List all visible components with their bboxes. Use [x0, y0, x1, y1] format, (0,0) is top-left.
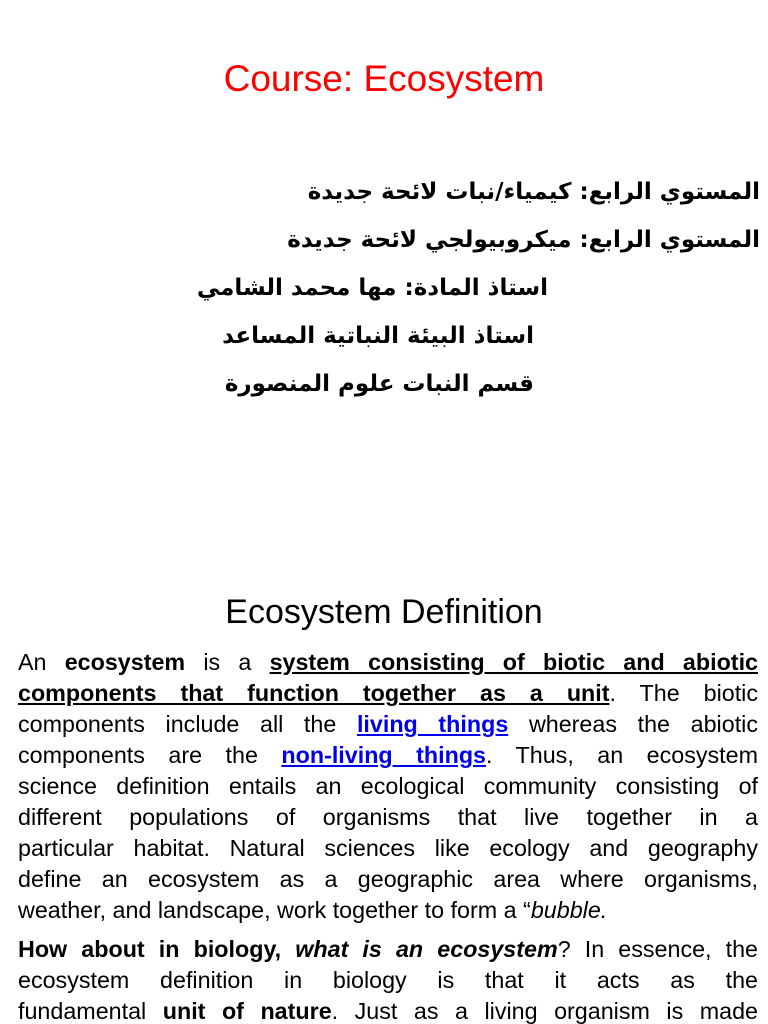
text-line: define an ecosystem as a geographic area where organisms, — [18, 866, 758, 892]
text-run: weather, and landscape, work together to form a “ — [18, 897, 531, 923]
text-line — [18, 647, 758, 678]
text-run: whereas the abiotic — [508, 711, 758, 737]
text-line — [18, 996, 758, 1024]
instructor-title: استاذ البيئة النباتية المساعد — [222, 323, 534, 349]
text-line — [18, 740, 758, 771]
question-term: what is an ecosystem — [295, 936, 558, 962]
section-heading: Ecosystem Definition — [225, 593, 543, 631]
text-run: components are the — [18, 742, 282, 768]
text-line — [18, 678, 758, 709]
text-line — [18, 934, 758, 965]
term-bubble: bubble. — [530, 897, 608, 923]
text-run: . Just as a living organism is made — [331, 998, 759, 1024]
course-info-block — [40, 168, 760, 408]
living-things-link[interactable]: living things — [356, 711, 509, 737]
text-line — [18, 895, 758, 926]
text-run: ? In essence, the — [557, 936, 759, 962]
text-run: An — [18, 649, 65, 675]
level-chemistry-botany: المستوي الرابع: كيمياء/نبات لائحة جديدة — [307, 179, 760, 205]
level-microbiology: المستوي الرابع: ميكروبيولجي لائحة جديدة — [287, 227, 760, 253]
instructor-name: استاذ المادة: مها محمد الشامي — [196, 275, 548, 301]
text-line: science definition entails an ecological community consisting of — [18, 773, 758, 799]
text-line: different populations of organisms that live together in a — [18, 804, 758, 830]
text-run: fundamental — [18, 998, 163, 1024]
text-line: particular habitat. Natural sciences like ecology and geography — [18, 835, 758, 861]
text-run: . Thus, an ecosystem — [486, 742, 758, 768]
term-ecosystem: ecosystem — [64, 649, 186, 675]
question-lead: How about in biology, — [18, 936, 296, 962]
text-run: is a — [185, 649, 270, 675]
definition-paragraph — [18, 647, 758, 926]
term-unit-of-nature: unit of nature — [162, 998, 332, 1024]
text-line — [18, 709, 758, 740]
key-definition: system consisting of biotic and abiotic — [269, 649, 758, 675]
definition-slide — [0, 585, 768, 1024]
text-run: components include all the — [18, 711, 357, 737]
non-living-things-link[interactable]: non-living things — [281, 742, 487, 768]
text-run: . The biotic — [609, 680, 758, 706]
key-definition: components that function together as a unit — [18, 680, 610, 706]
department: قسم النبات علوم المنصورة — [224, 371, 534, 397]
text-line: ecosystem definition in biology is that it acts as the — [18, 967, 758, 993]
course-title: Course: Ecosystem — [223, 58, 545, 99]
biology-paragraph — [18, 934, 758, 1024]
